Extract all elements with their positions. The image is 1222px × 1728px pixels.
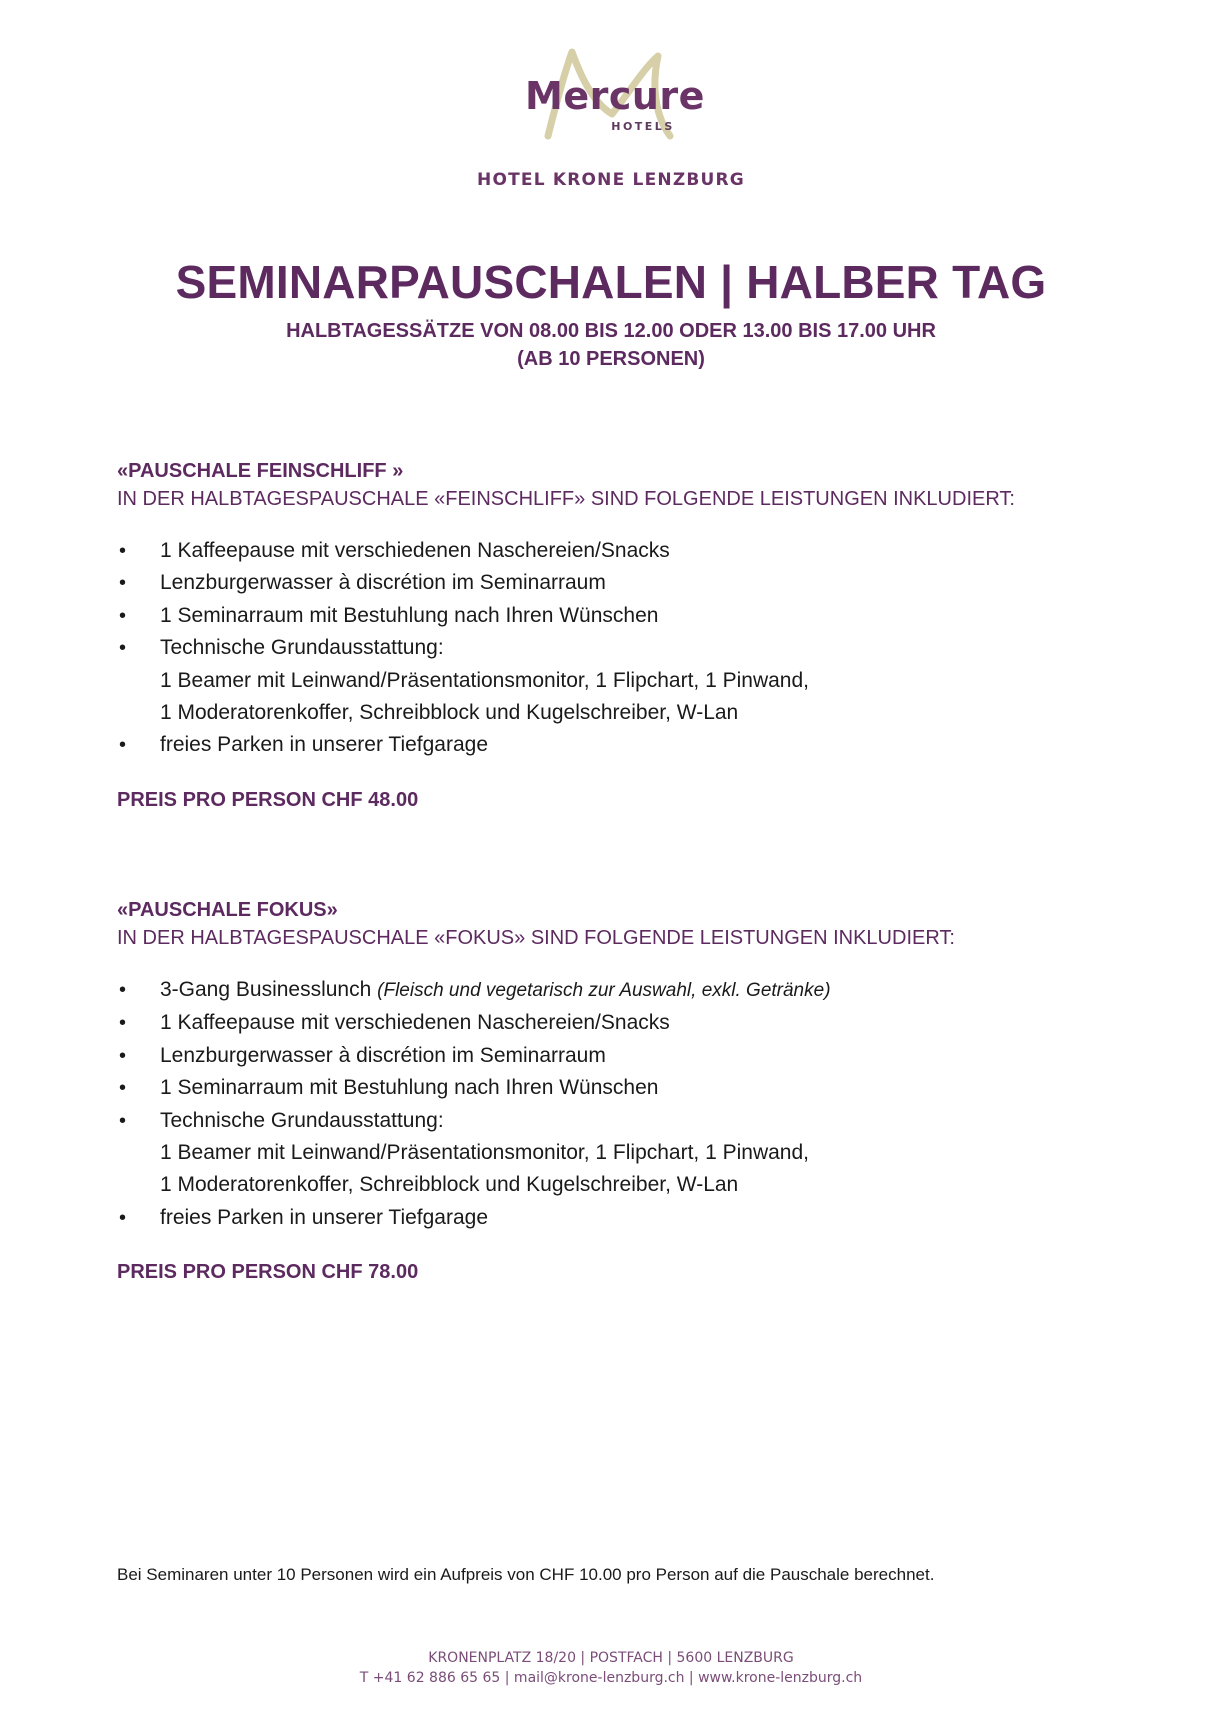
package-price: PREIS PRO PERSON CHF 78.00 <box>117 1261 419 1284</box>
list-item <box>117 1040 1097 1072</box>
bullet-icon: • <box>119 1109 127 1132</box>
brand-subtitle: HOTELS <box>611 120 675 133</box>
list-item <box>117 1072 1097 1104</box>
bullet-icon: • <box>119 540 127 562</box>
list-item <box>117 974 1097 1007</box>
list-item <box>117 535 1097 567</box>
list-item <box>117 729 1097 761</box>
bullet-icon: • <box>119 1012 127 1035</box>
bullet-icon: • <box>119 979 127 1001</box>
item-text: freies Parken in unserer Tiefgarage <box>160 733 489 757</box>
list-item <box>117 567 1097 599</box>
footer-address: KRONENPLATZ 18/20 | POSTFACH | 5600 LENZBURG <box>428 1650 794 1666</box>
package-title: «PAUSCHALE FOKUS» <box>117 899 338 921</box>
list-item <box>117 1105 1097 1202</box>
page-subtitle <box>0 317 1222 373</box>
list-item <box>117 632 1097 729</box>
item-text: Lenzburgerwasser à discrétion im Seminarraum <box>160 571 606 595</box>
item-text-continued: 1 Moderatorenkoffer, Schreibblock und Kugelschreiber, W-Lan <box>160 701 739 725</box>
bullet-icon: • <box>119 1206 127 1229</box>
item-text: Technische Grundausstattung: <box>160 1108 444 1132</box>
list-item <box>117 1202 1097 1234</box>
page-footer <box>0 1648 1222 1688</box>
item-text: Technische Grundausstattung: <box>160 636 444 660</box>
footer-contact: T +41 62 886 65 65 | mail@krone-lenzburg.ch | www.krone-lenzburg.ch <box>359 1670 863 1686</box>
package-items-list <box>117 974 1097 1234</box>
mercure-logo <box>520 44 710 140</box>
package-fokus <box>117 896 1097 1284</box>
bullet-icon: • <box>119 1044 127 1067</box>
item-text: Lenzburgerwasser à discrétion im Seminarraum <box>160 1043 606 1067</box>
item-text: 1 Kaffeepause mit verschiedenen Naschereien/Snacks <box>160 539 670 562</box>
package-intro: IN DER HALBTAGESPAUSCHALE «FOKUS» SIND FOLGENDE LEISTUNGEN INKLUDIERT: <box>117 927 955 949</box>
page-title: SEMINARPAUSCHALEN | HALBER TAG <box>175 256 1047 308</box>
item-text: 3-Gang Businesslunch <box>160 978 372 1001</box>
brand-wordmark: Mercure <box>525 74 705 118</box>
package-title: «PAUSCHALE FEINSCHLIFF » <box>117 460 404 482</box>
list-item <box>117 600 1097 632</box>
subtitle-line-persons: (AB 10 PERSONEN) <box>517 348 705 370</box>
bullet-icon: • <box>119 572 127 595</box>
item-text-continued: 1 Beamer mit Leinwand/Präsentationsmonitor, 1 Flipchart, 1 Pinwand, <box>160 1141 810 1165</box>
package-feinschliff <box>117 457 1097 812</box>
package-price: PREIS PRO PERSON CHF 48.00 <box>117 788 419 811</box>
hotel-name: HOTEL KRONE LENZBURG <box>477 170 745 190</box>
item-text: freies Parken in unserer Tiefgarage <box>160 1205 489 1229</box>
item-text: 1 Kaffeepause mit verschiedenen Naschereien/Snacks <box>160 1011 670 1035</box>
list-item <box>117 1007 1097 1039</box>
subtitle-line-hours: HALBTAGESSÄTZE VON 08.00 BIS 12.00 ODER 13.00 BIS 17.00 UHR <box>286 320 936 342</box>
item-text: 1 Seminarraum mit Bestuhlung nach Ihren Wünschen <box>160 1076 659 1100</box>
item-text-continued: 1 Moderatorenkoffer, Schreibblock und Kugelschreiber, W-Lan <box>160 1173 739 1197</box>
bullet-icon: • <box>119 1077 127 1100</box>
bullet-icon: • <box>119 604 127 627</box>
item-text: 1 Seminarraum mit Bestuhlung nach Ihren Wünschen <box>160 603 659 627</box>
package-intro: IN DER HALBTAGESPAUSCHALE «FEINSCHLIFF» SIND FOLGENDE LEISTUNGEN INKLUDIERT: <box>117 488 1015 510</box>
package-items-list <box>117 535 1097 762</box>
item-note: (Fleisch und vegetarisch zur Auswahl, exkl. Getränke) <box>377 980 831 1001</box>
surcharge-footnote: Bei Seminaren unter 10 Personen wird ein Aufpreis von CHF 10.00 pro Person auf die Pauschale berechnet. <box>117 1565 935 1584</box>
bullet-icon: • <box>119 734 127 757</box>
item-text-continued: 1 Beamer mit Leinwand/Präsentationsmonitor, 1 Flipchart, 1 Pinwand, <box>160 668 810 692</box>
bullet-icon: • <box>119 637 127 660</box>
